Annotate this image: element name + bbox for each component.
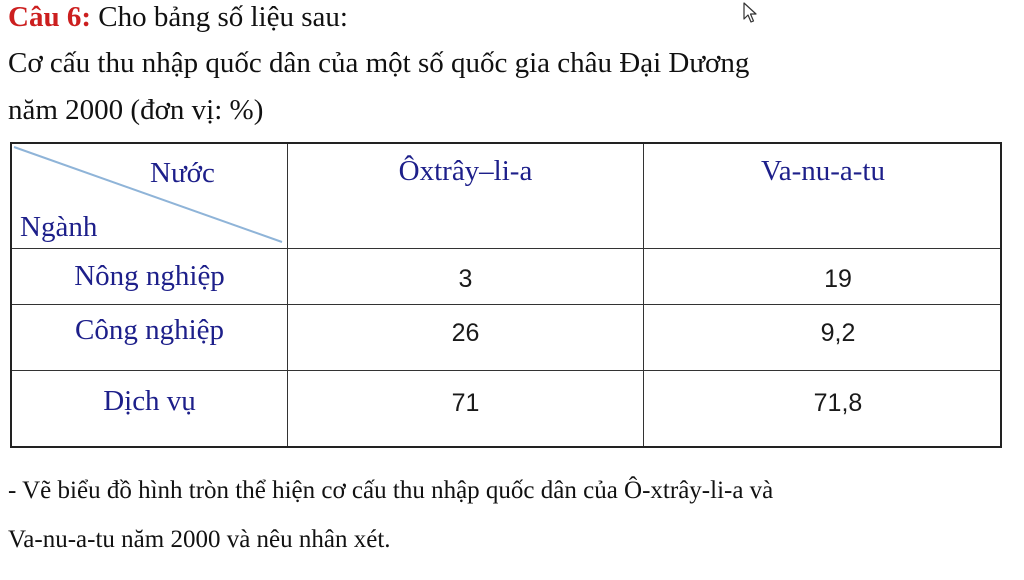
header-country-australia: Ôxtrây–li-a bbox=[398, 155, 533, 187]
row-sector-services: Dịch vụ bbox=[103, 385, 196, 417]
header-country-vanuatu: Va-nu-a-tu bbox=[760, 155, 885, 187]
row-sector-industry: Công nghiệp bbox=[74, 314, 225, 346]
income-structure-table bbox=[10, 142, 1002, 448]
table-title-line-2: năm 2000 (đơn vị: %) bbox=[8, 94, 264, 126]
value-vanuatu-industry: 9,2 bbox=[820, 319, 856, 347]
question-intro: Cho bảng số liệu sau: bbox=[90, 1, 348, 33]
task-line-2: Va-nu-a-tu năm 2000 và nêu nhân xét. bbox=[8, 526, 391, 553]
row-sector-agriculture: Nông nghiệp bbox=[74, 260, 225, 292]
value-australia-agriculture: 3 bbox=[458, 265, 473, 293]
header-corner-country: Nước bbox=[150, 157, 215, 189]
value-vanuatu-services: 71,8 bbox=[813, 389, 863, 417]
row-divider bbox=[12, 304, 1000, 305]
table-title-line-1: Cơ cấu thu nhập quốc dân của một số quốc gia châu Đại Dương bbox=[8, 47, 750, 79]
value-australia-industry: 26 bbox=[451, 319, 480, 347]
task-line-1: - Vẽ biểu đồ hình tròn thể hiện cơ cấu thu nhập quốc dân của Ô-xtrây-li-a và bbox=[8, 477, 774, 504]
row-divider bbox=[12, 248, 1000, 249]
question-heading bbox=[8, 0, 348, 34]
mouse-pointer-icon bbox=[742, 2, 760, 24]
value-vanuatu-agriculture: 19 bbox=[824, 265, 852, 293]
value-australia-services: 71 bbox=[451, 389, 480, 417]
row-divider bbox=[12, 370, 1000, 371]
question-label: Câu 6: bbox=[8, 1, 91, 33]
header-corner-sector: Ngành bbox=[20, 211, 98, 243]
